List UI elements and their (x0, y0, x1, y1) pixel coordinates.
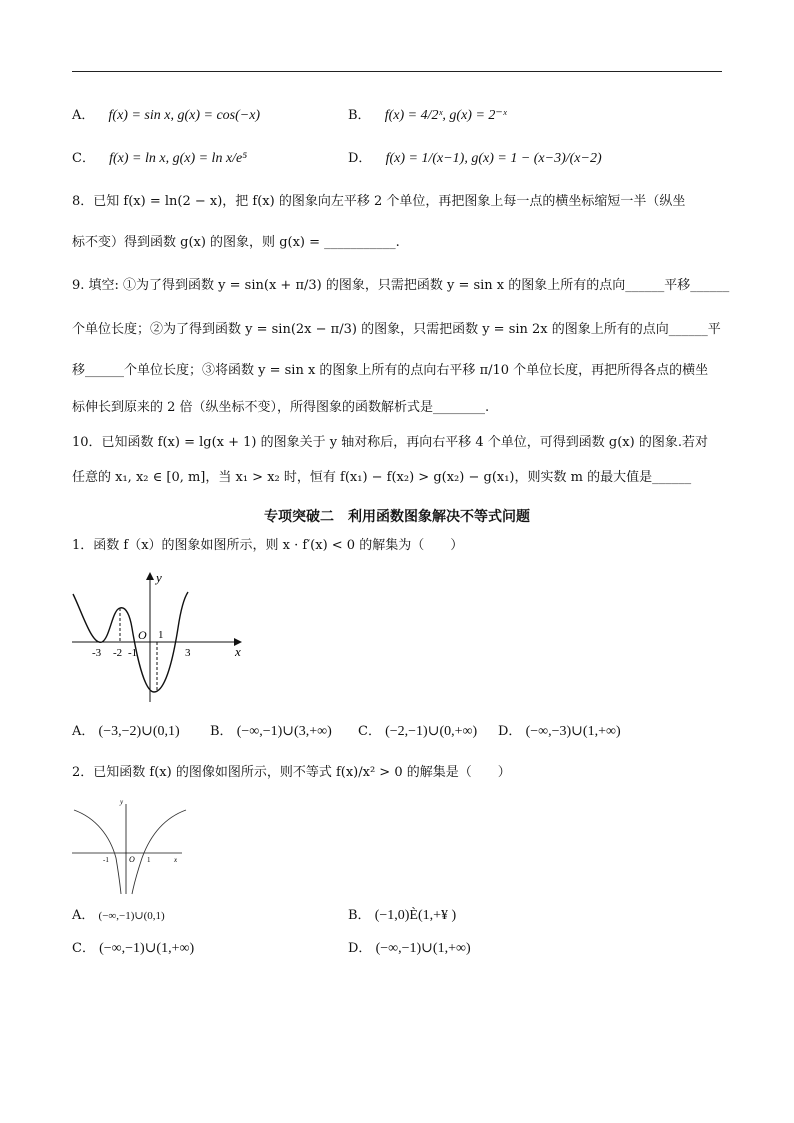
q8-line-2: 标不变）得到函数 g(x) 的图象，则 g(x) = ___________. (72, 235, 400, 250)
header-rule (72, 71, 722, 72)
option-label: C． (72, 151, 95, 166)
y-label: y (120, 798, 124, 806)
option-math: (−∞,−3)∪(1,+∞) (525, 724, 621, 739)
option-math: (−∞,−1)∪(3,+∞) (236, 724, 332, 739)
q7-option-d (348, 150, 602, 168)
tick-label: 1 (147, 856, 151, 864)
curve-left (74, 810, 121, 894)
s2-q2-graph (70, 796, 200, 896)
s2-q1-graph (68, 568, 248, 708)
option-math: (−1,0)È(1,+¥ ) (374, 908, 457, 923)
option-math: (−∞,−1)∪(1,+∞) (99, 941, 195, 956)
option-math: f(x) = 4/2ˣ, g(x) = 2⁻ˣ (384, 108, 507, 123)
tick-label: -3 (92, 647, 102, 659)
s2-q2-stem: 2．已知函数 f(x) 的图像如图所示，则不等式 f(x)/x² > 0 的解集是（ ） (72, 765, 511, 780)
q10-line-1: 10．已知函数 f(x) = lg(x + 1) 的图象关于 y 轴对称后，再向右平移 4 个单位，可得到函数 g(x) 的图象.若对 (72, 435, 708, 450)
option-label: B． (348, 108, 371, 123)
tick-label: -1 (103, 856, 109, 864)
option-math: (−∞,−1)∪(1,+∞) (375, 941, 471, 956)
q10-line-2: 任意的 x₁, x₂ ∈ [0, m]，当 x₁ > x₂ 时，恒有 f(x₁) − f(x₂) > g(x₂) − g(x₁)，则实数 m 的最大值是______ (72, 470, 692, 485)
s2-q2-option-d (348, 940, 471, 958)
option-math: (−3,−2)∪(0,1) (98, 724, 180, 739)
s2-q1-stem: 1．函数 f（x）的图象如图所示，则 x · f′(x) < 0 的解集为（ ） (72, 538, 464, 553)
s2-q1-option-d (498, 723, 621, 741)
option-label: A． (72, 724, 95, 739)
origin-label: O (138, 628, 147, 642)
option-math: f(x) = ln x, g(x) = ln x/e⁵ (109, 151, 248, 166)
origin-label: O (129, 855, 135, 864)
option-label: D． (348, 941, 372, 956)
option-label: D． (348, 151, 372, 166)
tick-label: 1 (158, 629, 164, 641)
option-math: f(x) = sin x, g(x) = cos(−x) (108, 108, 261, 123)
option-label: A． (72, 908, 95, 923)
x-label: x (235, 644, 241, 659)
s2-q2-option-c (72, 940, 194, 958)
y-label: y (156, 570, 162, 585)
option-label: A． (72, 108, 95, 123)
option-label: B． (348, 908, 371, 923)
option-math: f(x) = 1/(x−1), g(x) = 1 − (x−3)/(x−2) (385, 151, 602, 166)
q9-line-3: 移______个单位长度；③将函数 y = sin x 的图象上所有的点向右平移 π/10 个单位长度，再把所得各点的横坐 (72, 363, 709, 378)
x-label: x (174, 856, 178, 864)
q7-option-c (72, 150, 247, 168)
curve-right (132, 810, 186, 894)
s2-q1-option-c (358, 723, 477, 741)
tick-label: -1 (128, 647, 138, 659)
s2-q2-option-a (72, 907, 165, 925)
tick-label: -2 (113, 647, 123, 659)
option-label: B． (210, 724, 233, 739)
option-label: D． (498, 724, 522, 739)
s2-q2-option-b (348, 907, 456, 925)
section-title: 专项突破二 利用函数图象解决不等式问题 (264, 509, 530, 525)
q9-line-1: 9. 填空: ①为了得到函数 y = sin(x + π/3) 的图象，只需把函数 y = sin x 的图象上所有的点向______平移______ (72, 278, 730, 293)
option-math: (−∞,−1)∪(0,1) (98, 910, 165, 922)
s2-q1-option-a (72, 723, 180, 741)
q9-line-4: 标伸长到原来的 2 倍（纵坐标不变），所得图象的函数解析式是________. (72, 400, 490, 415)
q9-line-2: 个单位长度；②为了得到函数 y = sin(2x − π/3) 的图象，只需把函数 y = sin 2x 的图象上所有的点向______平 (72, 322, 721, 337)
option-label: C． (358, 724, 381, 739)
q8-line-1: 8．已知 f(x) = ln(2 − x)，把 f(x) 的图象向左平移 2 个单位，再把图象上每一点的横坐标缩短一半（纵坐 (72, 194, 686, 209)
tick-label: 3 (185, 647, 191, 659)
s2-q1-option-b (210, 723, 332, 741)
q7-option-b (348, 107, 507, 125)
option-math: (−2,−1)∪(0,+∞) (385, 724, 478, 739)
option-label: C． (72, 941, 95, 956)
q7-option-a (72, 107, 260, 125)
